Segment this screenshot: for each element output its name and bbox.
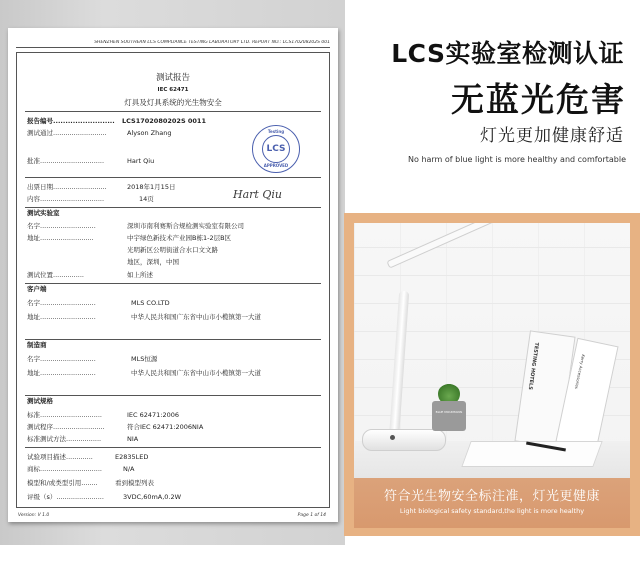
headline-english: No harm of blue light is more healthy and comfortable [408,155,626,164]
report-version: Version: V 1.0 [18,513,50,518]
book-standing: TESTING HOTELS [514,330,575,447]
book-leaning: Kerry Accessories [555,338,618,450]
lamp-arm [389,291,409,441]
row-test-place: 测试位置............... 如上所述 [27,271,153,279]
row-rating: 评级（s）....................... 3VDC,60mA,0.2W [27,493,182,501]
caption-chinese: 符合光生物安全标注准，灯光更健康 [383,489,600,504]
report-standard: IEC 62471 [157,87,189,93]
headline-no-blue-light: 无蓝光危害 [451,80,626,119]
lamp-switch-icon [390,435,395,440]
divider [25,177,321,178]
row-tested-by: 测试通过.......................... Alyson Zhang [27,129,172,137]
product-photo [354,223,630,528]
row-contents: 内容............................... 14页 [27,195,154,203]
row-lab-addr-3: 地区，深圳，中国 [127,258,179,266]
row-maker-name: 名字........................... MLS恒源 [27,355,158,363]
photo-caption-bar [354,478,630,528]
signature: Hart Qiu [233,188,282,201]
row-trademark: 商标.............................. N/A [27,465,135,473]
headline-certification: LCS实验室检测认证 [391,39,624,68]
row-nonstd-method: 标准测试方法................. NIA [27,435,139,443]
row-customer-name: 名字........................... MLS CO.LTD [27,299,170,307]
section-lab: 测试实验室 [25,207,321,219]
report-title: 测试报告 [155,73,190,83]
section-manufacturer: 制造商 [25,339,321,351]
row-customer-addr: 地址........................... 中华人民共和国广东省中山市小榄镇第一大道 [27,313,261,321]
row-lab-addr-2: 光明新区公明街道合水口文文路 [127,246,218,254]
row-standard: 标准.............................. IEC 62471:2006 [27,411,180,419]
divider [25,111,321,112]
report-frame [16,52,330,508]
plant-pot: BLUE MOUNTAINS [432,401,466,431]
row-lab-name: 名字........................... 深圳市南利赛斯合规检测实验室有限公司 [27,222,244,230]
section-customer: 客户端 [25,283,321,295]
row-procedure: 测试程序......................... 符合IEC 62471:2006NIA [27,423,204,431]
row-report-no: 报告编号......................... LCS1702080202S 0011 [27,117,206,125]
lamp-head [386,223,528,269]
caption-english: Light biological safety standard,the light is more healthy [399,507,585,515]
row-issue-date: 出票日期.......................... 2018年1月15日 [27,183,176,191]
row-maker-addr: 地址........................... 中华人民共和国广东省中山市小榄镇第一大道 [27,369,261,377]
divider [25,447,321,448]
row-lab-addr: 地址.......................... 中宇绿色新技术产业园B栋1-2层B区 [27,234,232,242]
report-header-line: SHENZHEN SOUTHERN LCS COMPLIANCE TESTING LABORATORY LTD. REPORT NO.: LCS170208202S 001 [16,40,330,48]
lamp-base [362,429,446,451]
row-item-desc: 试验项目描述............. E2835LED [27,453,149,461]
section-spec: 测试规格 [25,395,321,407]
headline-comfortable: 灯光更加健康舒适 [480,126,624,146]
report-subtitle: 灯具及灯具系统的光生物安全 [124,98,222,107]
stamp-logo: LCS [262,135,290,163]
row-approved-by: 批准............................... Hart Qiu [27,157,155,165]
row-model: 模型和/或类型引用........ 看到模型列表 [27,479,154,487]
approval-stamp: Testing LCS APPROVED [252,125,300,173]
test-report-sheet [8,28,338,522]
report-page-number: Page 1 of 14 [297,513,326,518]
